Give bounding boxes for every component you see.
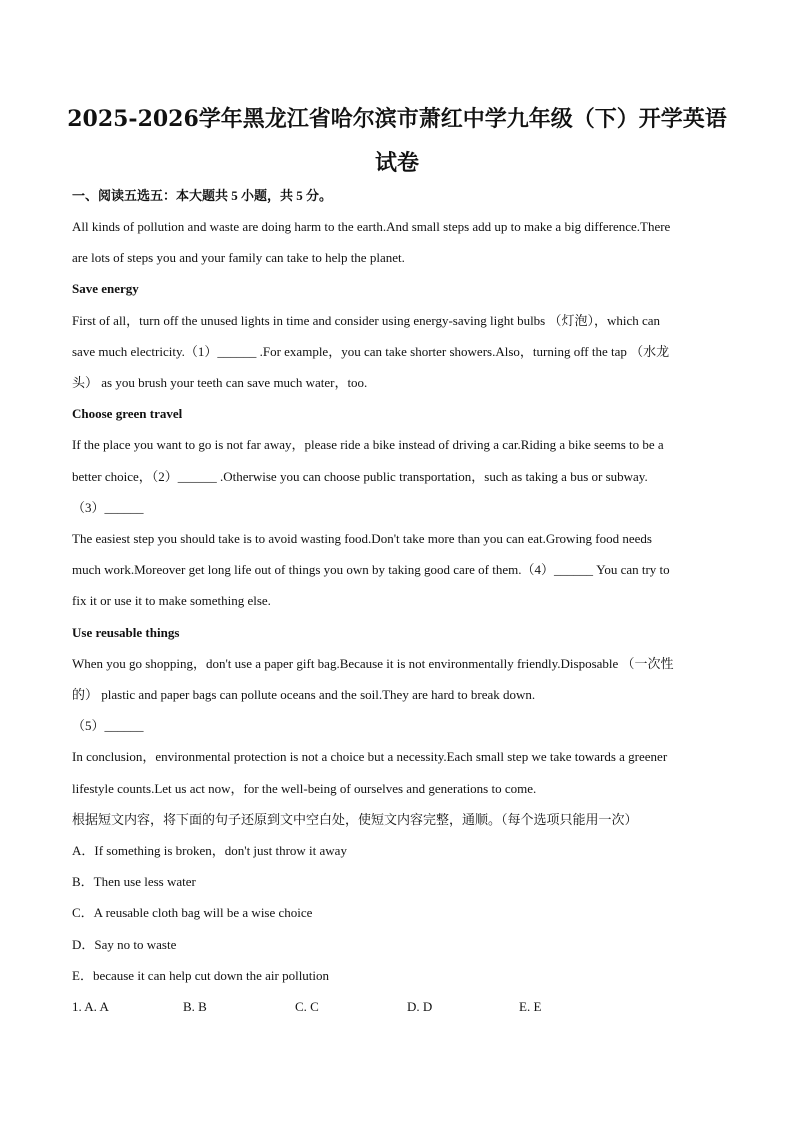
paragraph-3-line-1: The easiest step you should take is to avoid wasting food.Don't take more than you can eat.Growing food needs <box>72 531 652 546</box>
passage-intro-line-2: are lots of steps you and your family can take to help the planet. <box>72 250 405 265</box>
question-1-options <box>72 998 732 1016</box>
question-1-option-a[interactable]: 1. A. A <box>72 999 109 1014</box>
paragraph-1-line-1: First of all，turn off the unused lights in time and consider using energy-saving light bulbs （灯泡），which can <box>72 313 661 328</box>
paragraph-1-line-3: 头） as you brush your teeth can save much water，too. <box>72 375 368 390</box>
choice-d: D．Say no to waste <box>72 937 177 952</box>
paragraph-3-line-2: much work.Moreover get long life out of things you own by taking good care of them.（4）______ You can try to <box>72 562 670 577</box>
paragraph-3-line-3: fix it or use it to make something else. <box>72 593 271 608</box>
question-1-option-c[interactable]: C. C <box>295 999 319 1014</box>
choice-a: A．If something is broken，don't just throw it away <box>72 843 347 858</box>
paragraph-1-line-2: save much electricity.（1）______ .For example，you can take shorter showers.Also，turning off the tap （水龙 <box>72 344 670 359</box>
paragraph-2-line-2: better choice，（2）______ .Otherwise you can choose public transportation，such as taking a bus or subway. <box>72 469 648 484</box>
question-1-option-d[interactable]: D. D <box>407 999 433 1014</box>
paragraph-5-line-1: In conclusion，environmental protection is not a choice but a necessity.Each small step we take towards a greener <box>72 749 668 764</box>
choice-b: B．Then use less water <box>72 874 196 889</box>
section-heading: 一、阅读五选五：本大题共 5 小题，共 5 分。 <box>72 188 333 203</box>
subheading-save-energy: Save energy <box>72 281 139 296</box>
paragraph-5-line-2: lifestyle counts.Let us act now，for the well-being of ourselves and generations to come. <box>72 781 537 796</box>
instruction-text: 根据短文内容，将下面的句子还原到文中空白处，使短文内容完整，通顺。（每个选项只能用一次） <box>72 812 638 827</box>
paragraph-4-line-2: 的） plastic and paper bags can pollute oceans and the soil.They are hard to break down. <box>72 687 536 702</box>
subheading-green-travel: Choose green travel <box>72 406 183 421</box>
passage-intro-line-1: All kinds of pollution and waste are doing harm to the earth.And small steps add up to make a big difference.There <box>72 219 671 234</box>
exam-title: 2025-2026学年黑龙江省哈尔滨市萧红中学九年级（下）开学英语试卷 <box>67 106 727 176</box>
choice-c: C．A reusable cloth bag will be a wise choice <box>72 905 313 920</box>
question-1-option-b[interactable]: B. B <box>183 999 207 1014</box>
paragraph-2-line-1: If the place you want to go is not far away，please ride a bike instead of driving a car.Riding a bike seems to be a <box>72 437 664 452</box>
subheading-reusable-things: Use reusable things <box>72 625 180 640</box>
question-1-option-e[interactable]: E. E <box>519 999 542 1014</box>
choice-e: E．because it can help cut down the air pollution <box>72 968 330 983</box>
paragraph-2-line-3: （3）______ <box>72 500 144 515</box>
paragraph-4-line-3: （5）______ <box>72 718 144 733</box>
paragraph-4-line-1: When you go shopping，don't use a paper gift bag.Because it is not environmentally friendly.Disposable （一次性 <box>72 656 674 671</box>
